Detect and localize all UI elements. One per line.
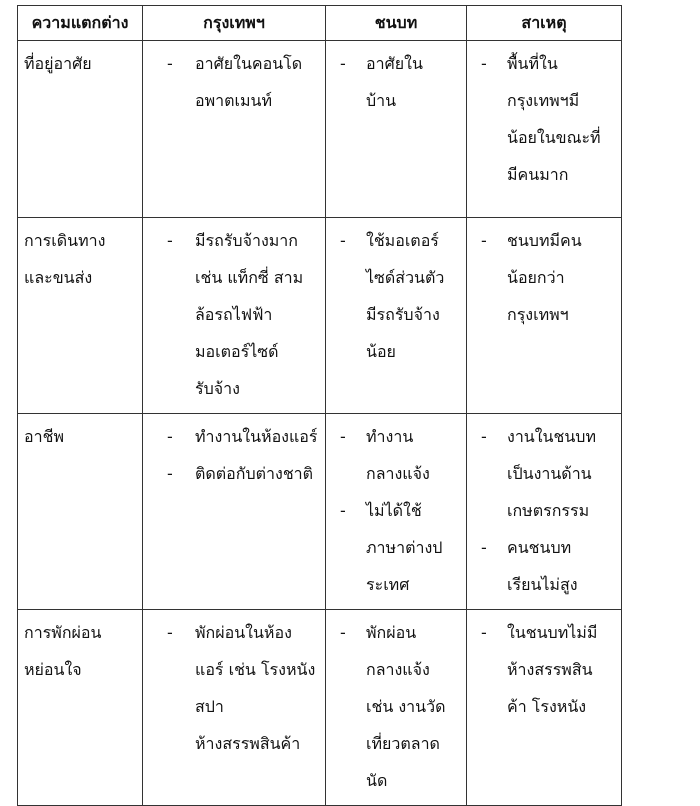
aspect-cell: [18, 414, 143, 610]
list-item: [326, 418, 464, 492]
bullet-text: อาศัยในคอนโด: [195, 54, 303, 73]
bullet-text: นัด: [366, 771, 388, 790]
header-difference: ความแตกต่าง: [18, 6, 143, 41]
list-item: [326, 45, 464, 119]
bullet-text: เที่ยวตลาด: [366, 734, 440, 753]
bullet-list: [143, 218, 325, 413]
bullet-text: กลางแจ้ง: [366, 660, 430, 679]
aspect-text: การพักผ่อน: [24, 623, 102, 642]
bullet-text: น้อย: [366, 342, 396, 361]
list-item: [143, 614, 323, 762]
bullet-text: มอเตอร์ไซด์: [195, 342, 279, 361]
bullet-list: [143, 610, 325, 768]
list-item: [467, 418, 619, 529]
bangkok-cell: [143, 610, 326, 806]
bullet-text: พื้นที่ใน: [507, 54, 558, 73]
bullet-dash: -: [481, 623, 487, 642]
bullet-dash: -: [340, 231, 346, 250]
list-item: [143, 45, 323, 119]
bullet-text: น้อยกว่า: [507, 268, 565, 287]
rural-cell: [326, 218, 467, 414]
bullet-text: เกษตรกรรม: [507, 501, 590, 520]
table-row: [18, 41, 622, 218]
bullet-text: บ้าน: [366, 91, 397, 110]
list-item: [467, 614, 619, 725]
bullet-dash: -: [167, 464, 173, 483]
bullet-list: [326, 218, 466, 376]
bullet-text: ห้างสรรพสินค้า: [195, 734, 301, 753]
bullet-text: มีคนมาก: [507, 165, 569, 184]
bullet-text: อพาตเมนท์: [195, 91, 273, 110]
bullet-list: [326, 610, 466, 805]
bullet-dash: -: [340, 623, 346, 642]
bullet-text: เช่น งานวัด: [366, 697, 446, 716]
bullet-list: [143, 414, 325, 498]
aspect-text: อาชีพ: [24, 427, 64, 446]
table-row: [18, 610, 622, 806]
bullet-list: [467, 414, 621, 609]
bullet-text: ค้า โรงหนัง: [507, 697, 587, 716]
bullet-dash: -: [340, 54, 346, 73]
bullet-text: ชนบทมีคน: [507, 231, 582, 250]
bullet-text: พักผ่อน: [366, 623, 417, 642]
aspect-cell: [18, 610, 143, 806]
header-bangkok: กรุงเทพฯ: [143, 6, 326, 41]
bullet-text: มีรถรับจ้าง: [366, 305, 440, 324]
aspect-text: หย่อนใจ: [24, 660, 82, 679]
aspect-cell: [18, 41, 143, 218]
bullet-text: กรุงเทพฯมี: [507, 91, 580, 110]
list-item: [143, 222, 323, 407]
bullet-text: ทำงาน: [366, 427, 414, 446]
bullet-text: กรุงเทพฯ: [507, 305, 569, 324]
bullet-text: ห้างสรรพสิน: [507, 660, 593, 679]
rural-cell: [326, 41, 467, 218]
bullet-dash: -: [340, 427, 346, 446]
bullet-text: ติดต่อกับต่างชาติ: [195, 464, 314, 483]
bullet-list: [326, 414, 466, 609]
bullet-text: เป็นงานด้าน: [507, 464, 592, 483]
bangkok-cell: [143, 414, 326, 610]
bangkok-cell: [143, 41, 326, 218]
bullet-dash: -: [167, 54, 173, 73]
bullet-list: [467, 218, 621, 339]
bullet-text: พักผ่อนในห้อง: [195, 623, 292, 642]
reason-cell: [467, 414, 622, 610]
bullet-text: ทำงานในห้องแอร์: [195, 427, 318, 446]
list-item: [143, 418, 323, 455]
bullet-dash: -: [481, 231, 487, 250]
bullet-text: ในชนบทไม่มี: [507, 623, 598, 642]
bullet-text: ไม่ได้ใช้: [366, 501, 422, 520]
table-row: [18, 414, 622, 610]
list-item: [143, 455, 323, 492]
bullet-text: กลางแจ้ง: [366, 464, 430, 483]
bullet-text: เรียนไม่สูง: [507, 575, 578, 594]
bullet-list: [326, 41, 466, 125]
bullet-text: งานในชนบท: [507, 427, 596, 446]
aspect-cell: [18, 218, 143, 414]
rural-cell: [326, 610, 467, 806]
header-reason: สาเหตุ: [467, 6, 622, 41]
bullet-text: น้อยในขณะที่: [507, 128, 601, 147]
bullet-list: [467, 610, 621, 731]
bullet-list: [467, 41, 621, 199]
reason-cell: [467, 610, 622, 806]
reason-cell: [467, 218, 622, 414]
list-item: [326, 492, 464, 603]
bullet-dash: -: [167, 427, 173, 446]
list-item: [467, 529, 619, 603]
bullet-text: ล้อรถไฟฟ้า: [195, 305, 273, 324]
bullet-text: สปา: [195, 697, 224, 716]
list-item: [326, 222, 464, 370]
bangkok-cell: [143, 218, 326, 414]
bullet-dash: -: [167, 623, 173, 642]
header-rural: ชนบท: [326, 6, 467, 41]
bullet-dash: -: [481, 427, 487, 446]
list-item: [467, 222, 619, 333]
bullet-text: ใช้มอเตอร์: [366, 231, 439, 250]
bullet-text: แอร์ เช่น โรงหนัง: [195, 660, 316, 679]
table-row: [18, 218, 622, 414]
table-body: [18, 41, 622, 806]
bullet-dash: -: [481, 538, 487, 557]
bullet-text: ไซด์ส่วนตัว: [366, 268, 445, 287]
bullet-dash: -: [167, 231, 173, 250]
bullet-text: มีรถรับจ้างมาก: [195, 231, 298, 250]
bullet-list: [143, 41, 325, 125]
aspect-text: และขนส่ง: [24, 268, 93, 287]
bullet-text: ระเทศ: [366, 575, 410, 594]
bullet-text: ภาษาต่างป: [366, 538, 443, 557]
rural-cell: [326, 414, 467, 610]
list-item: [326, 614, 464, 799]
aspect-text: การเดินทาง: [24, 231, 106, 250]
list-item: [467, 45, 619, 193]
table-header-row: [18, 6, 622, 41]
bullet-dash: -: [481, 54, 487, 73]
comparison-table: [17, 5, 622, 806]
bullet-text: เช่น แท็กซี่ สาม: [195, 268, 304, 287]
reason-cell: [467, 41, 622, 218]
aspect-text: ที่อยู่อาศัย: [24, 54, 92, 73]
bullet-dash: -: [340, 501, 346, 520]
bullet-text: รับจ้าง: [195, 379, 240, 398]
bullet-text: คนชนบท: [507, 538, 572, 557]
bullet-text: อาศัยใน: [366, 54, 423, 73]
